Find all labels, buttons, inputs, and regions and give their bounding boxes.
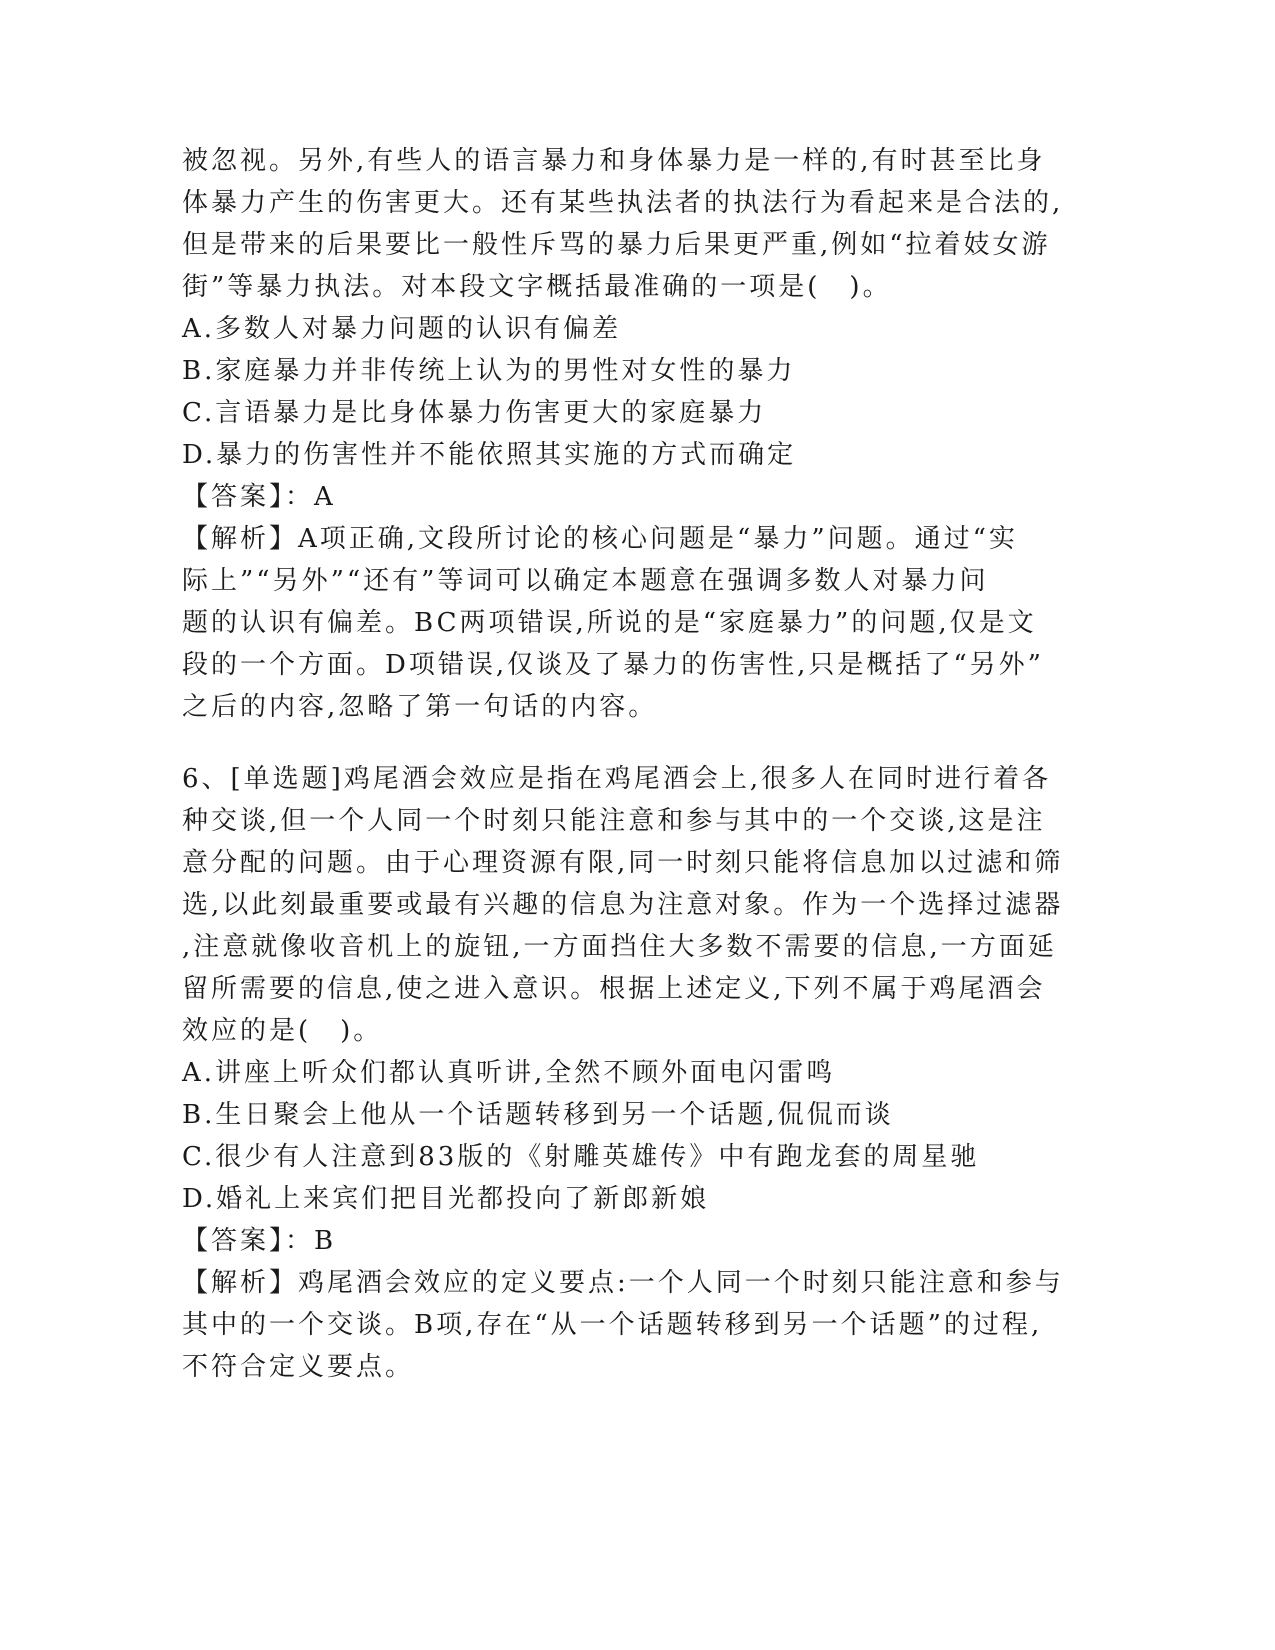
option-c: C.很少有人注意到83版的《射雕英雄传》中有跑龙套的周星驰 xyxy=(182,1142,980,1172)
stem-line: 效应的是( )。 xyxy=(182,1016,383,1046)
option-a: A.讲座上听众们都认真听讲,全然不顾外面电闪雷鸣 xyxy=(182,1058,836,1088)
option-b: B.家庭暴力并非传统上认为的男性对女性的暴力 xyxy=(182,356,796,386)
question-6-stem xyxy=(182,758,1082,1052)
analysis-line: 【解析】鸡尾酒会效应的定义要点:一个人同一个时刻只能注意和参与 xyxy=(182,1268,1064,1298)
option-a: A.多数人对暴力问题的认识有偏差 xyxy=(182,314,622,344)
stem-line: 选,以此刻最重要或最有兴趣的信息为注意对象。作为一个选择过滤器 xyxy=(182,890,1064,920)
option-b: B.生日聚会上他从一个话题转移到另一个话题,侃侃而谈 xyxy=(182,1100,894,1130)
question-5-stem xyxy=(182,140,1082,308)
stem-line: 体暴力产生的伤害更大。还有某些执法者的执法行为看起来是合法的, xyxy=(182,188,1064,218)
question-5-answer: 【答案】：A xyxy=(182,482,336,512)
document-page xyxy=(182,140,1082,1388)
stem-line: 留所需要的信息,使之进入意识。根据上述定义,下列不属于鸡尾酒会 xyxy=(182,974,1046,1004)
option-d: D.暴力的伤害性并不能依照其实施的方式而确定 xyxy=(182,440,797,470)
stem-line: 但是带来的后果要比一般性斥骂的暴力后果更严重,例如“拉着妓女游 xyxy=(182,230,1051,260)
stem-line: ,注意就像收音机上的旋钮,一方面挡住大多数不需要的信息,一方面延 xyxy=(182,932,1057,962)
option-d: D.婚礼上来宾们把目光都投向了新郎新娘 xyxy=(182,1184,710,1214)
question-spacer xyxy=(182,728,1082,758)
analysis-line: 际上”“另外”“还有”等词可以确定本题意在强调多数人对暴力问 xyxy=(182,566,989,596)
question-6-analysis xyxy=(182,1262,1082,1388)
stem-line: 6、[单选题]鸡尾酒会效应是指在鸡尾酒会上,很多人在同时进行着各 xyxy=(182,764,1052,794)
analysis-line: 【解析】A项正确,文段所讨论的核心问题是“暴力”问题。通过“实 xyxy=(182,524,1018,554)
analysis-line: 题的认识有偏差。BC两项错误,所说的是“家庭暴力”的问题,仅是文 xyxy=(182,608,1037,638)
analysis-line: 段的一个方面。D项错误,仅谈及了暴力的伤害性,只是概括了“另外” xyxy=(182,650,1044,680)
question-5-analysis xyxy=(182,518,1082,728)
analysis-line: 其中的一个交谈。B项,存在“从一个话题转移到另一个话题”的过程, xyxy=(182,1310,1043,1340)
stem-line: 种交谈,但一个人同一个时刻只能注意和参与其中的一个交谈,这是注 xyxy=(182,806,1046,836)
question-5-block xyxy=(182,140,1082,728)
question-5-options xyxy=(182,308,1082,476)
analysis-line: 不符合定义要点。 xyxy=(182,1352,415,1382)
question-6-block xyxy=(182,758,1082,1388)
stem-line: 街”等暴力执法。对本段文字概括最准确的一项是( )。 xyxy=(182,272,892,302)
question-6-answer: 【答案】：B xyxy=(182,1226,337,1256)
option-c: C.言语暴力是比身体暴力伤害更大的家庭暴力 xyxy=(182,398,767,428)
stem-line: 意分配的问题。由于心理资源有限,同一时刻只能将信息加以过滤和筛 xyxy=(182,848,1064,878)
analysis-line: 之后的内容,忽略了第一句话的内容。 xyxy=(182,692,658,722)
stem-line: 被忽视。另外,有些人的语言暴力和身体暴力是一样的,有时甚至比身 xyxy=(182,146,1046,176)
question-6-options xyxy=(182,1052,1082,1220)
